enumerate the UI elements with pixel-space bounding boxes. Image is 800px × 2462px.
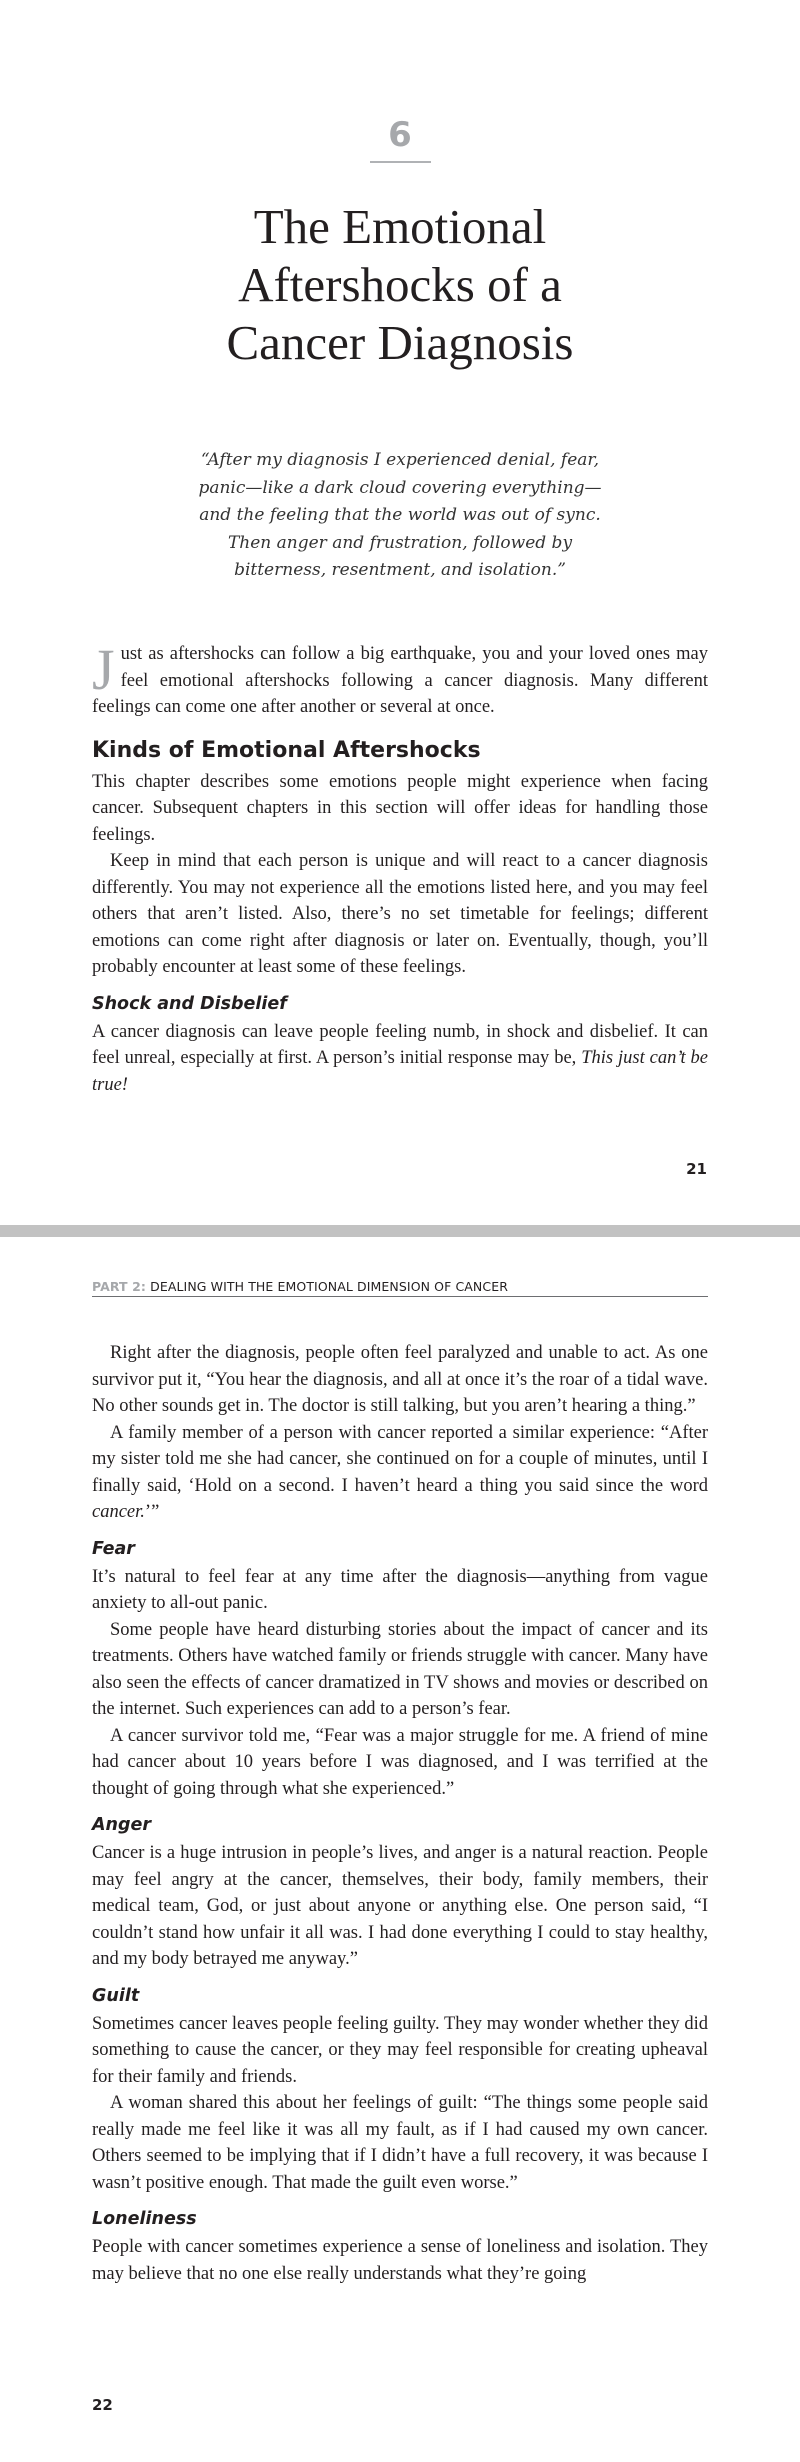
- intro-text: ust as aftershocks can follow a big earthquake, you and your loved ones may feel emotional aftershocks following a cancer diagnosis. Many different feelings can come one after another or several at once.: [92, 644, 708, 717]
- body-paragraph: It’s natural to feel fear at any time after the diagnosis—anything from vague anxiety to all-out panic.: [92, 1566, 708, 1613]
- epigraph-quote: [150, 447, 650, 585]
- family-italic-text: cancer.: [92, 1502, 145, 1522]
- intro-paragraph: [92, 637, 708, 721]
- body-paragraph: Right after the diagnosis, people often feel paralyzed and unable to act. As one survivor put it, “You hear the diagnosis, and all at once it’s the roar of a tidal wave. No other sounds get in. The doctor is still talking, but you aren’t hearing a thing.”: [92, 1343, 708, 1416]
- chapter-title: [0, 198, 800, 372]
- chapter-body: [92, 637, 709, 1098]
- page-number: 22: [92, 2396, 113, 2414]
- epigraph-line: Then anger and frustration, followed by: [227, 532, 573, 553]
- body-paragraph: A woman shared this about her feelings of guilt: “The things some people said really made me feel like it was all my fault, as if I had caused my own cancer. Others seemed to be implying that if I didn’t have a full recovery, it was because I wasn’t positive enough. That made the guilt even worse.”: [92, 2093, 708, 2193]
- epigraph-line: panic—like a dark cloud covering everything—: [198, 477, 602, 498]
- body-paragraph: [92, 1420, 708, 1526]
- epigraph-line: bitterness, resentment, and isolation.”: [234, 560, 566, 580]
- body-paragraph: This chapter describes some emotions people might experience when facing cancer. Subsequent chapters in this section will offer ideas for handling those feelings.: [92, 771, 708, 845]
- shock-text: A cancer diagnosis can leave people feeling numb, in shock and disbelief. It can feel unreal, especially at first. A person’s initial response may be,: [92, 1021, 708, 1068]
- family-end-text: ’”: [144, 1502, 160, 1522]
- body-paragraph: Some people have heard disturbing stories about the impact of cancer and its treatments. Others have watched family or friends struggle with cancer. Many have also seen the effects of cancer dramatized in TV shows and movies or described on the internet. Such experiences can add to a person’s fear.: [92, 1619, 708, 1719]
- family-text: A family member of a person with cancer reported a similar experience: “After my sister told me she had cancer, she continued on for a couple of minutes, until I finally said, ‘Hold on a second. I haven’t heard a thing you said since the word: [92, 1422, 708, 1496]
- chapter-title-line: Aftershocks of a: [238, 257, 562, 312]
- epigraph-line: and the feeling that the world was out of sync.: [199, 505, 601, 525]
- body-paragraph: Keep in mind that each person is unique and will react to a cancer diagnosis differently. You may not experience all the emotions listed here, and you may feel others that aren’t listed. Also, there’s no set timetable for feelings; different emotions can come right after diagnosis or later on. Eventually, though, you’ll probably encounter at least some of these feelings.: [92, 851, 708, 977]
- epigraph-line: “After my diagnosis I experienced denial, fear,: [200, 450, 600, 470]
- running-head-part: PART 2:: [92, 1279, 147, 1294]
- running-head-title: DEALING WITH THE EMOTIONAL DIMENSION OF CANCER: [146, 1279, 508, 1294]
- page-21: [0, 0, 800, 1225]
- body-paragraph: [92, 1019, 708, 1099]
- chapter-number: 6: [388, 115, 412, 155]
- page-separator: [0, 1225, 800, 1237]
- page-number: 21: [686, 1160, 707, 1178]
- drop-cap: J: [92, 637, 115, 702]
- running-head: [92, 1279, 708, 1297]
- chapter-body-continued: [92, 1340, 708, 2287]
- subheading-fear: Fear: [92, 1538, 135, 1559]
- body-paragraph: People with cancer sometimes experience a sense of loneliness and isolation. They may believe that no one else really understands what they’re going: [92, 2237, 708, 2284]
- body-paragraph: A cancer survivor told me, “Fear was a major struggle for me. A friend of mine had cancer about 10 years before I was diagnosed, and I was terrified at the thought of going through what she experienced.”: [92, 1725, 708, 1799]
- shock-italic-text: This just can’t be true!: [92, 1048, 709, 1095]
- page-22: [0, 1237, 800, 2462]
- body-paragraph: Cancer is a huge intrusion in people’s lives, and anger is a natural reaction. People may feel angry at the cancer, themselves, their body, family members, their medical team, God, or just about anyone or anything else. One person said, “I couldn’t stand how unfair it all was. I had done everything I could to stay healthy, and my body betrayed me anyway.”: [92, 1843, 708, 1969]
- subheading-shock: Shock and Disbelief: [92, 993, 287, 1014]
- subheading-anger: Anger: [92, 1815, 152, 1835]
- section-heading: Kinds of Emotional Aftershocks: [92, 737, 481, 763]
- subheading-guilt: Guilt: [92, 1985, 140, 2006]
- chapter-title-line: Cancer Diagnosis: [226, 315, 574, 370]
- subheading-loneliness: Loneliness: [92, 2209, 197, 2229]
- body-paragraph: Sometimes cancer leaves people feeling guilty. They may wonder whether they did something to cause the cancer, or they may feel responsible for creating upheaval for their family and friends.: [92, 2013, 708, 2087]
- chapter-number-rule: [370, 161, 431, 163]
- chapter-title-line: The Emotional: [253, 199, 547, 254]
